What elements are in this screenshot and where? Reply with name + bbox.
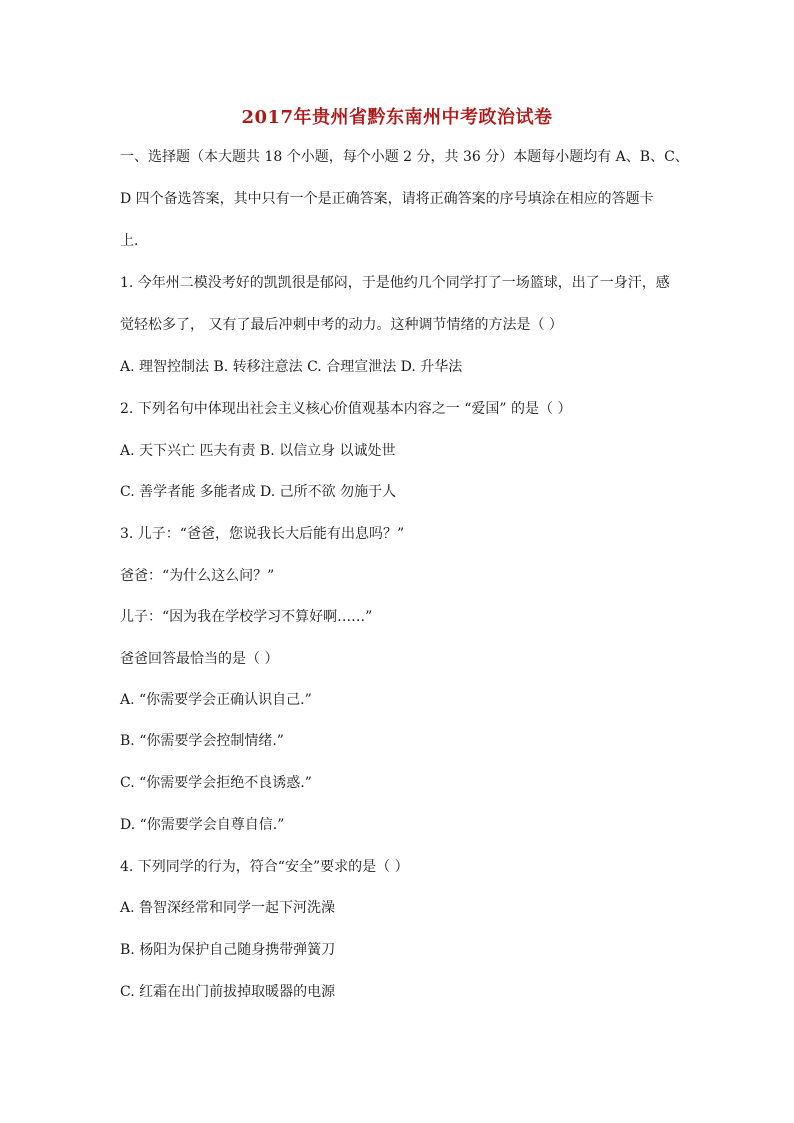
question-4-option-b: B. 杨阳为保护自己随身携带弹簧刀 — [120, 942, 336, 958]
section-instruction-line: 一、选择题（本大题共 18 个小题，每个小题 2 分，共 36 分）本题每小题均有 A、B、C、 — [120, 149, 689, 165]
question-2-options: C. 善学者能 多能者成 D. 己所不欲 勿施于人 — [120, 484, 397, 500]
question-4-option-c: C. 红霜在出门前拔掉取暖器的电源 — [120, 984, 336, 1000]
question-3-option-a: A. “你需要学会正确认识自己.” — [120, 692, 312, 708]
question-3-option-c: C. “你需要学会拒绝不良诱惑.” — [120, 775, 312, 791]
question-2-stem: 2. 下列名句中体现出社会主义核心价值观基本内容之一 “爱国” 的是（ ） — [120, 401, 572, 417]
question-4-option-a: A. 鲁智深经常和同学一起下河洗澡 — [120, 900, 336, 916]
question-3-dialogue: 儿子：“因为我在学校学习不算好啊……” — [120, 609, 373, 625]
document-title: 2017年贵州省黔东南州中考政治试卷 — [241, 107, 553, 128]
question-4-stem: 4. 下列同学的行为，符合“安全”要求的是（ ） — [120, 859, 409, 875]
question-2-options: A. 天下兴亡 匹夫有责 B. 以信立身 以诚处世 — [120, 443, 396, 459]
question-3-prompt: 爸爸回答最恰当的是（ ） — [120, 651, 279, 667]
section-instruction-line: D 四个备选答案，其中只有一个是正确答案，请将正确答案的序号填涂在相应的答题卡 — [120, 191, 654, 207]
question-3-stem: 3. 儿子：“爸爸，您说我长大后能有出息吗？” — [120, 526, 405, 542]
question-3-option-d: D. “你需要学会自尊自信.” — [120, 817, 285, 833]
question-1-options: A. 理智控制法 B. 转移注意法 C. 合理宣泄法 D. 升华法 — [120, 359, 463, 375]
question-3-dialogue: 爸爸：“为什么这么问？” — [120, 568, 275, 584]
question-3-option-b: B. “你需要学会控制情绪.” — [120, 733, 284, 749]
question-1-stem: 觉轻松多了， 又有了最后冲刺中考的动力。这种调节情绪的方法是（ ） — [120, 317, 563, 333]
question-1-stem: 1. 今年州二模没考好的凯凯很是郁闷，于是他约几个同学打了一场篮球，出了一身汗，感 — [120, 275, 670, 291]
section-instruction-line: 上. — [120, 233, 139, 249]
